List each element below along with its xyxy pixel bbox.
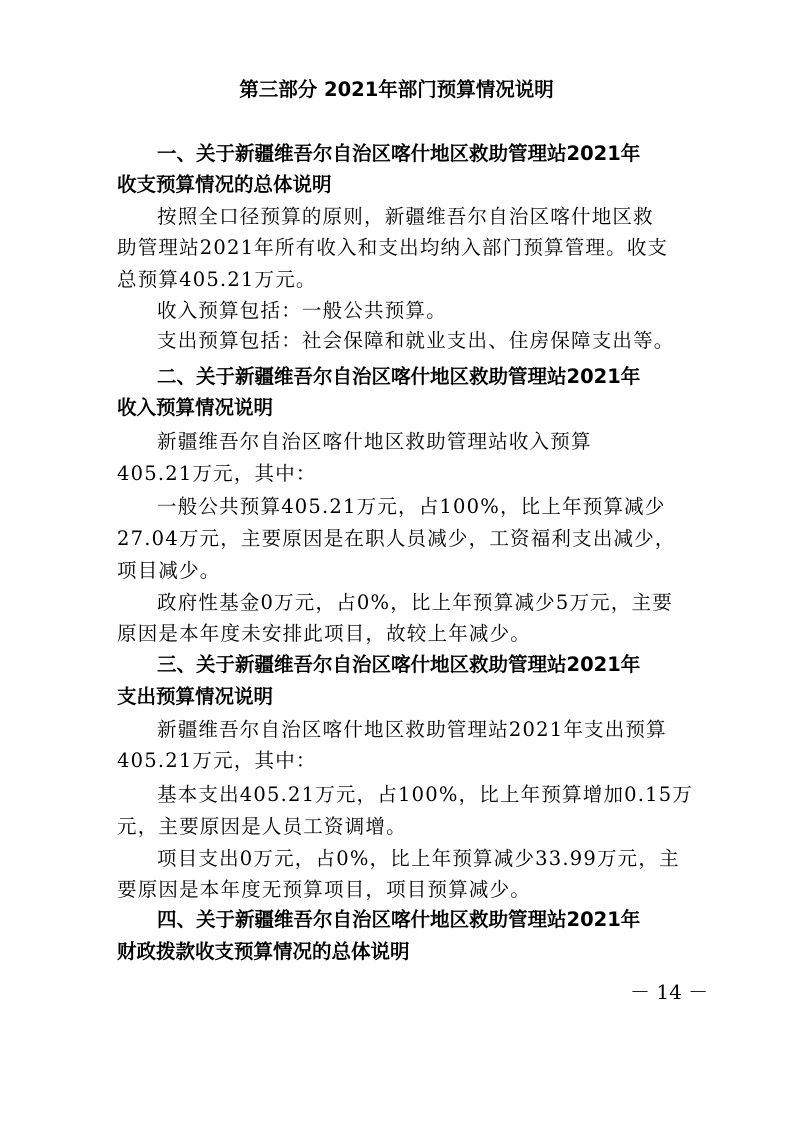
section-2-heading-line-2: 收入预算情况说明 [117, 396, 274, 419]
section-1-para-3: 支出预算包括：社会保障和就业支出、住房保障支出等。 [157, 329, 675, 352]
section-3-heading-line-1: 三、关于新疆维吾尔自治区喀什地区救助管理站2021年 [157, 653, 641, 676]
section-2-para-2-line-2: 27.04万元，主要原因是在职人员减少，工资福利支出减少， [117, 527, 676, 550]
section-1-para-2: 收入预算包括：一般公共预算。 [157, 299, 447, 322]
section-2-para-3-line-1: 政府性基金0万元，占0%，比上年预算减少5万元，主要 [157, 591, 673, 614]
section-3-para-2-line-1: 基本支出405.21万元，占100%，比上年预算增加0.15万 [157, 783, 694, 806]
section-1-para-1-line-1: 按照全口径预算的原则，新疆维吾尔自治区喀什地区救 [157, 205, 654, 228]
section-2-para-1-line-2: 405.21万元，其中： [117, 462, 317, 485]
section-2-para-2-line-3: 项目减少。 [117, 559, 221, 582]
page-number: － 14 － [630, 980, 709, 1004]
section-2-para-3-line-2: 原因是本年度未安排此项目，故较上年减少。 [117, 622, 532, 645]
section-1-heading-line-1: 一、关于新疆维吾尔自治区喀什地区救助管理站2021年 [157, 142, 641, 165]
section-1-para-1-line-3: 总预算405.21万元。 [117, 268, 317, 291]
section-4-heading-line-1: 四、关于新疆维吾尔自治区喀什地区救助管理站2021年 [157, 908, 641, 931]
section-1-heading-line-2: 收支预算情况的总体说明 [117, 173, 332, 196]
section-3-heading-line-2: 支出预算情况说明 [117, 685, 274, 708]
section-1-para-1-line-2: 助管理站2021年所有收入和支出均纳入部门预算管理。收支 [117, 236, 669, 259]
section-3-para-3-line-1: 项目支出0万元，占0%，比上年预算减少33.99万元，主 [157, 847, 680, 870]
section-2-para-1-line-1: 新疆维吾尔自治区喀什地区救助管理站收入预算 [157, 430, 592, 453]
section-2-heading-line-1: 二、关于新疆维吾尔自治区喀什地区救助管理站2021年 [157, 365, 641, 388]
section-3-para-1-line-2: 405.21万元，其中： [117, 749, 317, 772]
section-4-heading-line-2: 财政拨款收支预算情况的总体说明 [117, 940, 410, 963]
section-2-para-2-line-1: 一般公共预算405.21万元，占100%，比上年预算减少 [157, 495, 666, 518]
section-3-para-1-line-1: 新疆维吾尔自治区喀什地区救助管理站2021年支出预算 [157, 718, 667, 741]
page-title: 第三部分 2021年部门预算情况说明 [239, 78, 554, 101]
section-3-para-2-line-2: 元，主要原因是人员工资调增。 [117, 815, 407, 838]
section-3-para-3-line-2: 要原因是本年度无预算项目，项目预算减少。 [117, 878, 532, 901]
